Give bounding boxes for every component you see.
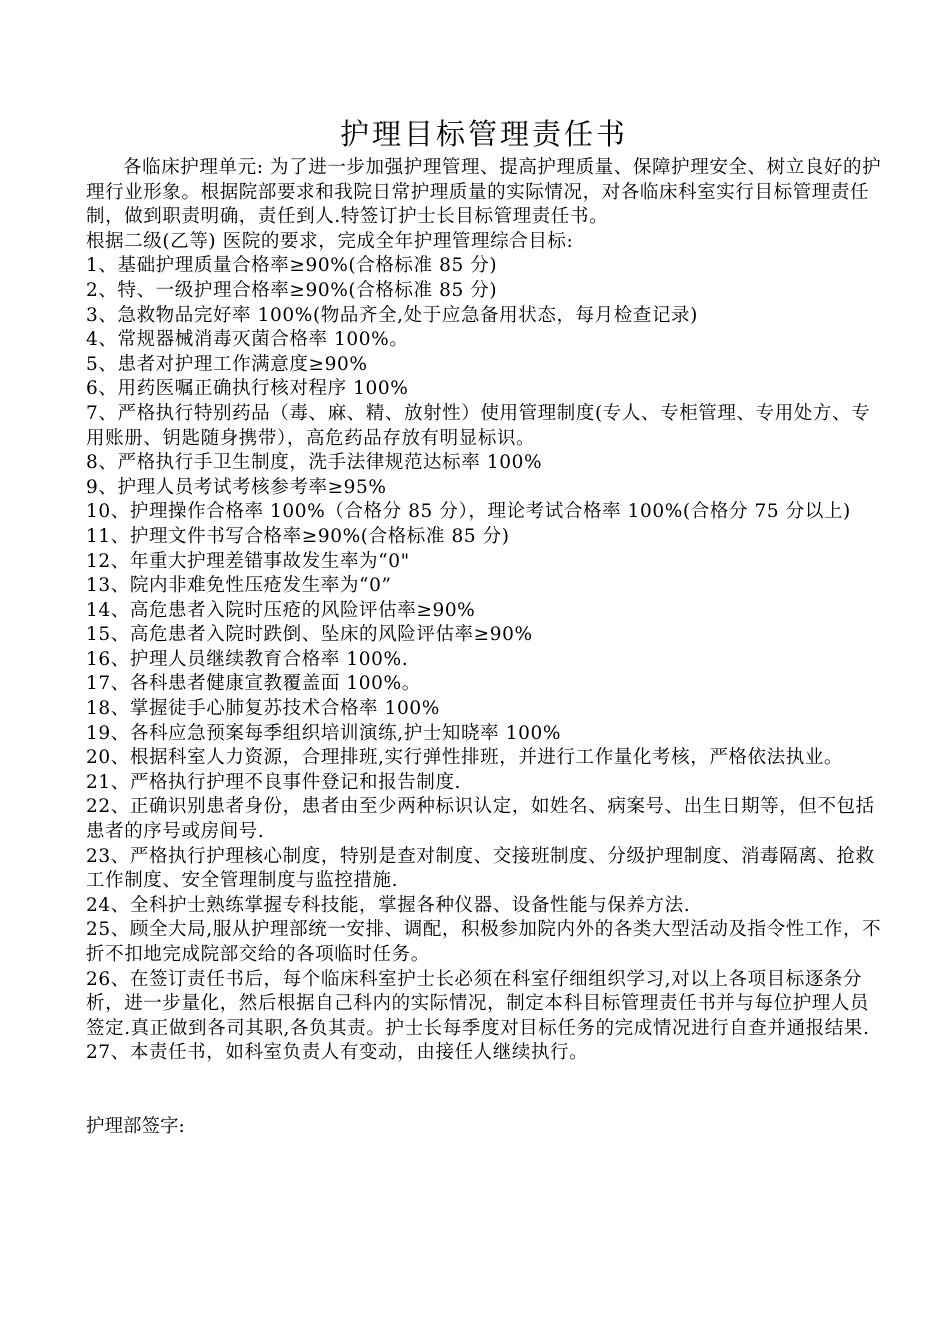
goal-item: 14、高危患者入院时压疮的风险评估率≥90%: [86, 599, 476, 621]
goal-item: 5、患者对护理工作满意度≥90%: [86, 353, 368, 375]
goal-item: 15、高危患者入院时跌倒、坠床的风险评估率≥90%: [86, 624, 533, 646]
lead-paragraph: 根据二级(乙等) 医院的要求，完成全年护理管理综合目标:: [86, 230, 574, 252]
goal-item: 6、用药医嘱正确执行核对程序 100%: [86, 378, 409, 400]
intro-paragraph: 各临床护理单元: 为了进一步加强护理管理、提高护理质量、保障护理安全、树立良好的护理行业形象。根据院部要求和我院日常护理质量的实际情况，对各临床科室实行目标管理责任制，做到职责明确，责任到人.特签订护士长目标管理责任书。: [86, 157, 882, 228]
goal-item: 21、严格执行护理不良事件登记和报告制度.: [86, 771, 462, 793]
goal-item: 24、全科护士熟练掌握专科技能，掌握各种仪器、设备性能与保养方法.: [86, 894, 691, 916]
signature-label: 护理部签字:: [86, 1115, 185, 1137]
goal-item: 3、急救物品完好率 100%(物品齐全,处于应急备用状态，每月检查记录): [86, 304, 698, 326]
goal-item: 23、严格执行护理核心制度，特别是查对制度、交接班制度、分级护理制度、消毒隔离、抢救工作制度、安全管理制度与监控措施.: [86, 845, 875, 892]
goal-item: 10、护理操作合格率 100%（合格分 85 分），理论考试合格率 100%(合格分 75 分以上): [86, 501, 851, 523]
goal-item: 19、各科应急预案每季组织培训演练,护士知晓率 100%: [86, 722, 561, 744]
goal-item: 8、严格执行手卫生制度，洗手法律规范达标率 100%: [86, 452, 543, 474]
goal-item: 4、常规器械消毒灭菌合格率 100%。: [86, 329, 409, 351]
goal-item: 12、年重大护理差错事故发生率为“0": [86, 550, 410, 572]
goal-item: 22、正确识别患者身份，患者由至少两种标识认定，如姓名、病案号、出生日期等，但不包括患者的序号或房间号.: [86, 796, 875, 843]
goal-item: 27、本责任书，如科室负责人有变动，由接任人继续执行。: [86, 1042, 589, 1064]
document-title: 护理目标管理责任书: [339, 117, 628, 151]
document-page: [86, 112, 882, 1140]
goal-item: 26、在签订责任书后，每个临床科室护士长必须在科室仔细组织学习,对以上各项目标逐条分析，进一步量化，然后根据自己科内的实际情况，制定本科目标管理责任书并与每位护理人员签定.真正做到各司其职,各负其责。护士长每季度对目标任务的完成情况进行自查并通报结果.: [86, 968, 870, 1039]
goal-item: 1、基础护理质量合格率≥90%(合格标准 85 分): [86, 255, 498, 277]
goal-item: 2、特、一级护理合格率≥90%(合格标准 85 分): [86, 279, 498, 301]
goal-item: 16、护理人员继续教育合格率 100%.: [86, 648, 409, 670]
goal-item: 17、各科患者健康宣教覆盖面 100%。: [86, 673, 421, 695]
goal-item: 20、根据科室人力资源，合理排班,实行弹性排班，并进行工作量化考核，严格依法执业。: [86, 747, 844, 769]
goal-item: 11、护理文件书写合格率≥90%(合格标准 85 分): [86, 525, 510, 547]
goal-item: 13、院内非难免性压疮发生率为“0”: [86, 575, 392, 597]
goal-item: 9、护理人员考试考核参考率≥95%: [86, 476, 387, 498]
goal-item: 25、顾全大局,服从护理部统一安排、调配，积极参加院内外的各类大型活动及指令性工作，不折不扣地完成院部交给的各项临时任务。: [86, 919, 882, 965]
goal-item: 7、严格执行特别药品（毒、麻、精、放射性）使用管理制度(专人、专柜管理、专用处方、专用账册、钥匙随身携带），高危药品存放有明显标识。: [86, 402, 871, 449]
spacer: [86, 1066, 882, 1115]
goal-item: 18、掌握徒手心肺复苏技术合格率 100%: [86, 698, 440, 720]
goal-list: [86, 254, 882, 1066]
